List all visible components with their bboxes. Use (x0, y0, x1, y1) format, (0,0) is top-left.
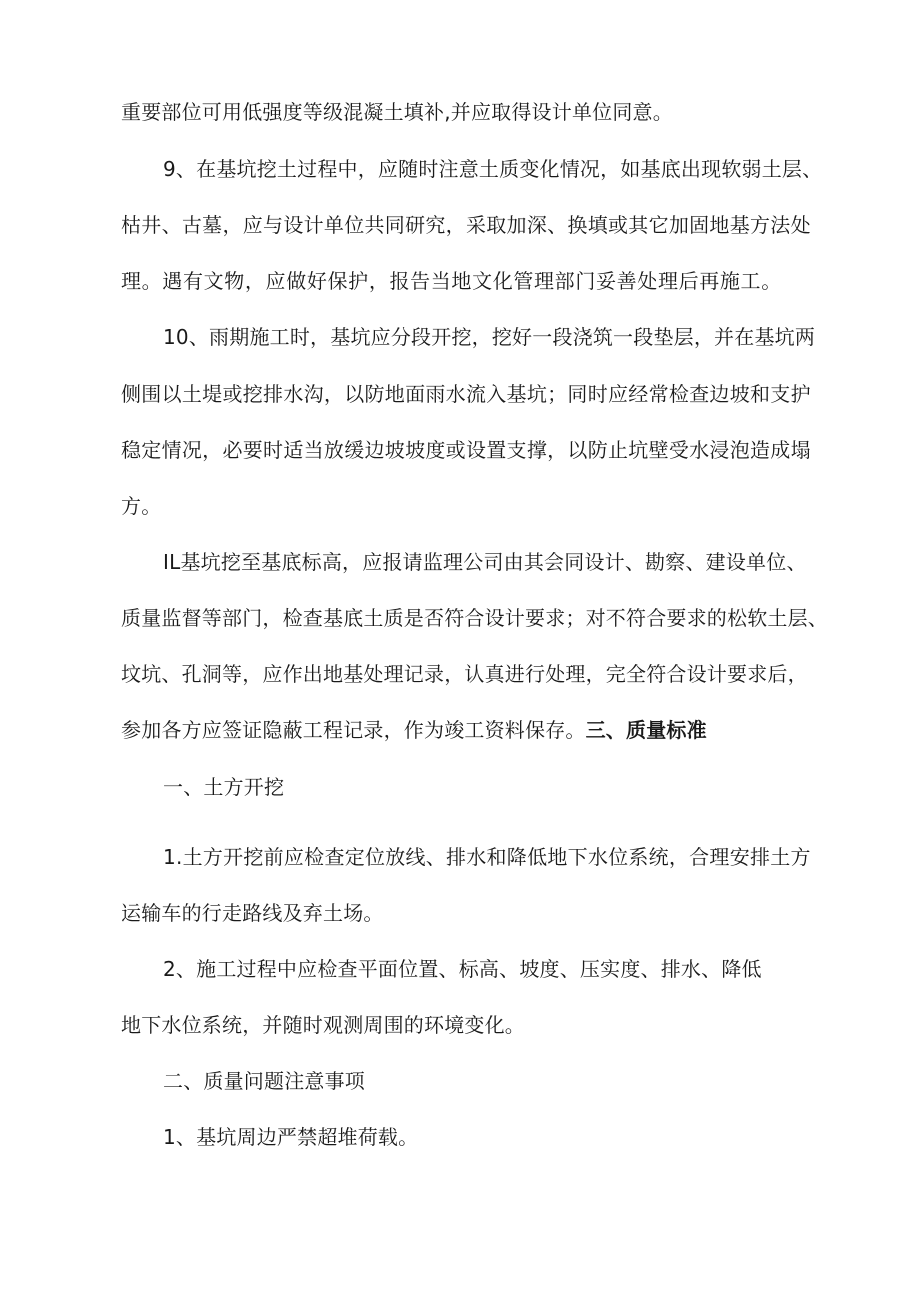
paragraph-line: 9、在基坑挖土过程中，应随时注意土质变化情况，如基底出现软弱土层、 (163, 157, 823, 181)
paragraph-line: 10、雨期施工时，基坑应分段开挖，挖好一段浇筑一段垫层，并在基坑两 (163, 325, 816, 349)
paragraph-line (121, 716, 707, 744)
paragraph-line: 1.土方开挖前应检查定位放线、排水和降低地下水位系统，合理安排土方 (163, 845, 811, 869)
paragraph-line: 重要部位可用低强度等级混凝土填补,并应取得设计单位同意。 (121, 100, 673, 124)
paragraph-line: 方。 (121, 494, 162, 518)
paragraph-line: 理。遇有文物，应做好保护，报告当地文化管理部门妥善处理后再施工。 (121, 269, 782, 293)
subheading-quality-issues: 二、质量问题注意事项 (163, 1069, 365, 1093)
paragraph-line: IL基坑挖至基底标高，应报请监理公司由其会同设计、勘察、建设单位、 (163, 550, 807, 574)
paragraph-line: 枯井、古墓，应与设计单位共同研究，采取加深、换填或其它加固地基方法处 (121, 213, 811, 237)
paragraph-line: 地下水位系统，并随时观测周围的环境变化。 (121, 1013, 525, 1037)
subheading-earthwork-excavation: 一、土方开挖 (163, 775, 285, 799)
paragraph-line: 1、基坑周边严禁超堆荷载。 (163, 1125, 419, 1149)
section-heading-quality-standard: 三、质量标准 (585, 718, 707, 742)
paragraph-line: 运输车的行走路线及弃土场。 (121, 901, 384, 925)
paragraph-line: 侧围以土堤或挖排水沟，以防地面雨水流入基坑；同时应经常检查边坡和支护 (121, 382, 811, 406)
paragraph-line: 2、施工过程中应检查平面位置、标高、坡度、压实度、排水、降低 (163, 957, 762, 981)
paragraph-line: 质量监督等部门，检查基底土质是否符合设计要求；对不符合要求的松软土层、 (121, 606, 828, 630)
paragraph-line: 稳定情况，必要时适当放缓边坡坡度或设置支撑，以防止坑壁受水浸泡造成塌 (121, 438, 811, 462)
paragraph-text: 参加各方应签证隐蔽工程记录，作为竣工资料保存。 (121, 718, 586, 742)
paragraph-line: 坟坑、孔洞等，应作出地基处理记录，认真进行处理，完全符合设计要求后， (121, 662, 808, 686)
